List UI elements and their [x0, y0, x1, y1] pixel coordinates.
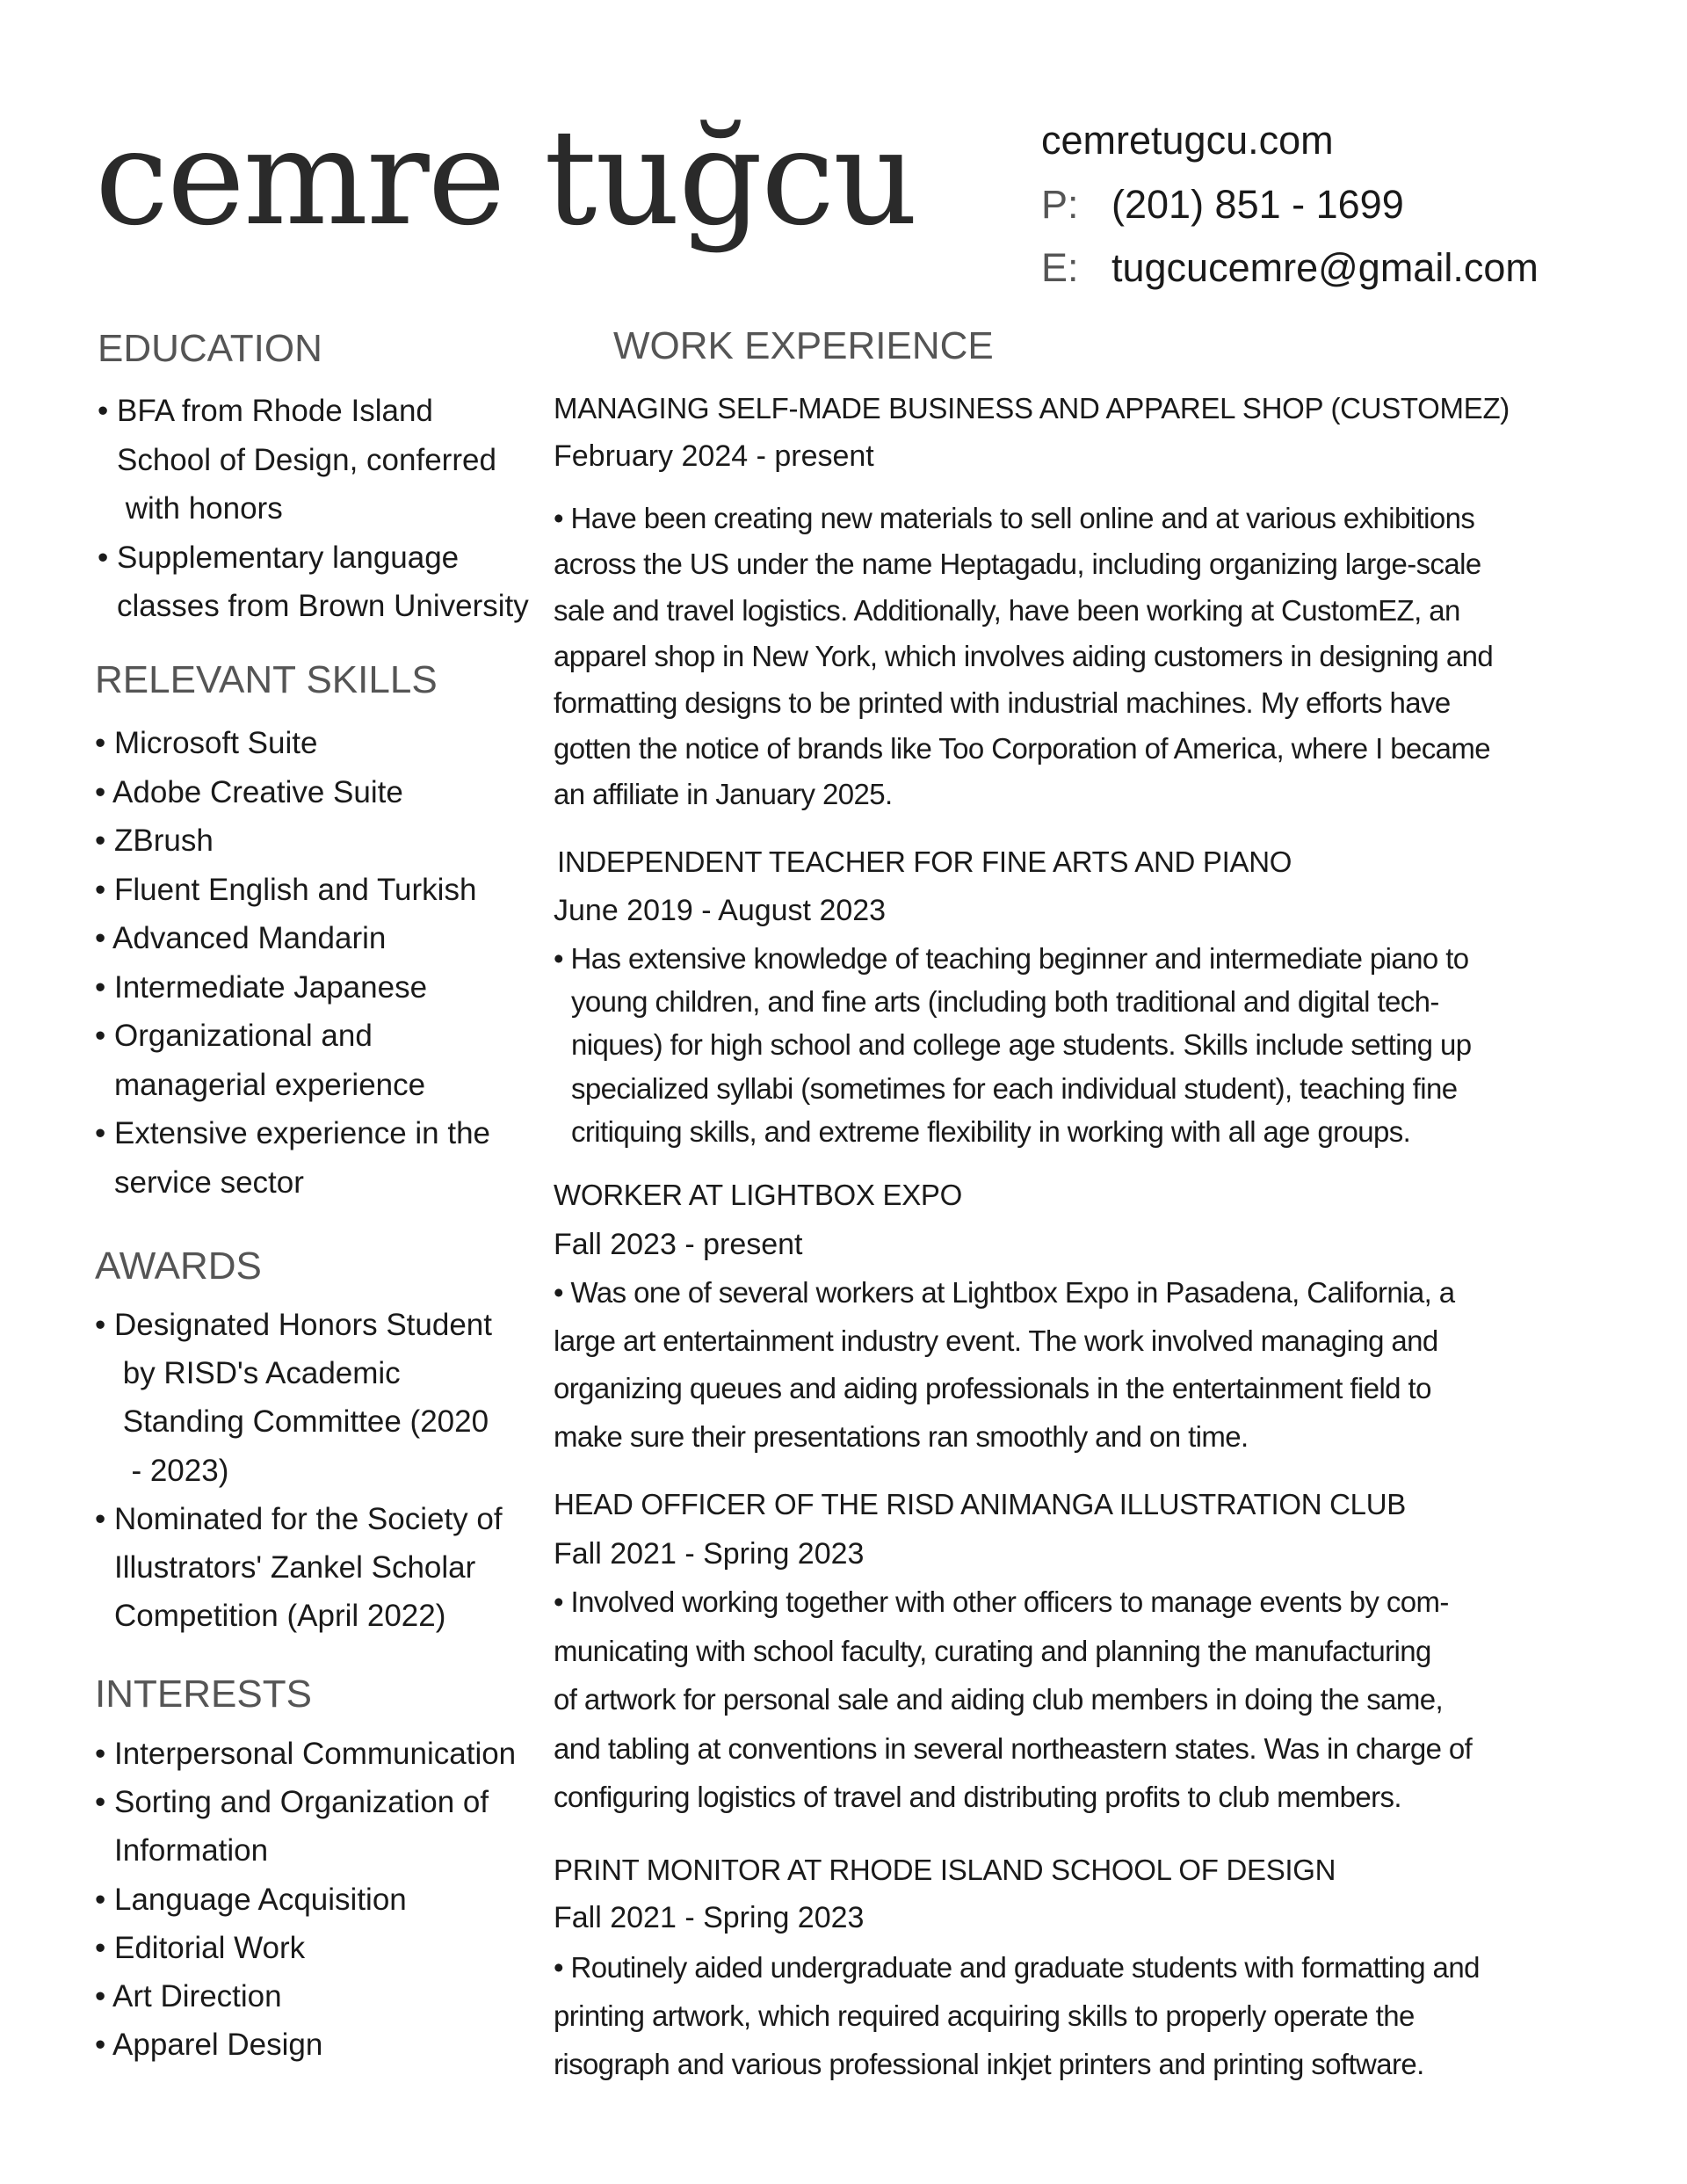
list-item: • Adobe Creative Suite: [95, 774, 403, 809]
list-item: • Advanced Mandarin: [95, 921, 387, 955]
list-item: • BFA from Rhode Island: [98, 394, 433, 428]
resume-name: cemre tuğcu: [95, 102, 916, 255]
job-title: INDEPENDENT TEACHER FOR FINE ARTS AND PIANO: [557, 845, 1292, 878]
job-description: [554, 937, 1472, 1153]
description-line: niques) for high school and college age students. Skills include setting up: [571, 1028, 1472, 1062]
education-heading: EDUCATION: [98, 327, 322, 370]
description-line: of artwork for personal sale and aiding club members in doing the same,: [554, 1683, 1444, 1716]
skills-heading: RELEVANT SKILLS: [95, 658, 438, 701]
description-line: make sure their presentations ran smoothly and on time.: [554, 1420, 1249, 1454]
description-line: across the US under the name Heptagadu, including organizing large-scale: [554, 548, 1481, 581]
list-item-continuation: Standing Committee (2020: [114, 1404, 489, 1440]
list-item-continuation: - 2023): [114, 1453, 229, 1488]
job-description: [554, 1578, 1472, 1822]
job-title: HEAD OFFICER OF THE RISD ANIMANGA ILLUSTRATION CLUB: [554, 1488, 1406, 1520]
list-item: • ZBrush: [95, 824, 214, 858]
education-list: [98, 387, 529, 631]
list-item: • Editorial Work: [95, 1930, 306, 1965]
description-line: and tabling at conventions in several northeastern states. Was in charge of: [554, 1731, 1473, 1765]
job-description: [554, 1269, 1455, 1462]
interests-list: [95, 1730, 516, 2069]
phone-number: (201) 851 - 1699: [1111, 182, 1404, 227]
job-description: [554, 496, 1493, 818]
list-item: • Designated Honors Student: [95, 1308, 492, 1342]
description-line: sale and travel logistics. Additionally, have been working at CustomEZ, an: [554, 593, 1460, 627]
list-item: • Supplementary language: [98, 540, 460, 575]
list-item: • Microsoft Suite: [95, 726, 318, 760]
description-line: • Has extensive knowledge of teaching beginner and intermediate piano to: [554, 942, 1469, 975]
list-item-continuation: by RISD's Academic: [114, 1356, 401, 1391]
description-line: apparel shop in New York, which involves aiding customers in designing and: [554, 640, 1494, 673]
description-line: specialized syllabi (sometimes for each individual student), teaching fine: [571, 1071, 1458, 1105]
description-line: critiquing skills, and extreme flexibility in working with all age groups.: [571, 1114, 1411, 1148]
list-item: • Nominated for the Society of: [95, 1501, 503, 1536]
job-dates: June 2019 - August 2023: [554, 894, 887, 927]
list-item: • Extensive experience in the: [95, 1116, 491, 1150]
list-item: • Intermediate Japanese: [95, 969, 428, 1005]
description-line: formatting designs to be printed with industrial machines. My efforts have: [554, 686, 1451, 719]
description-line: • Was one of several workers at Lightbox Expo in Pasadena, California, a: [554, 1276, 1455, 1309]
email-label: E:: [1041, 245, 1079, 290]
phone-label: P:: [1041, 182, 1079, 227]
job-title: PRINT MONITOR AT RHODE ISLAND SCHOOL OF DESIGN: [554, 1854, 1336, 1886]
description-line: • Involved working together with other officers to manage events by com-: [554, 1585, 1449, 1618]
description-line: risograph and various professional inkjet printers and printing software.: [554, 2048, 1424, 2080]
job-title: MANAGING SELF-MADE BUSINESS AND APPAREL SHOP (CUSTOMEZ): [554, 392, 1510, 424]
website-link[interactable]: cemretugcu.com: [1041, 118, 1334, 163]
description-line: • Routinely aided undergraduate and graduate students with formatting and: [554, 1951, 1480, 1984]
interests-heading: INTERESTS: [95, 1672, 312, 1716]
list-item-continuation: managerial experience: [114, 1067, 426, 1102]
email-address[interactable]: tugcucemre@gmail.com: [1111, 245, 1539, 290]
description-line: configuring logistics of travel and distributing profits to club members.: [554, 1781, 1402, 1813]
awards-heading: AWARDS: [95, 1244, 262, 1288]
list-item-continuation: service sector: [114, 1165, 304, 1200]
list-item-continuation: classes from Brown University: [117, 589, 529, 623]
list-item: • Language Acquisition: [95, 1882, 407, 1917]
list-item-continuation: School of Design, conferred: [117, 442, 496, 477]
description-line: printing artwork, which required acquiring skills to properly operate the: [554, 1999, 1415, 2032]
work-experience-heading: WORK EXPERIENCE: [613, 324, 994, 367]
description-line: municating with school faculty, curating and planning the manufacturing: [554, 1634, 1431, 1667]
job-dates: Fall 2021 - Spring 2023: [554, 1537, 865, 1571]
list-item: • Art Direction: [95, 1979, 282, 2014]
job-title: WORKER AT LIGHTBOX EXPO: [554, 1179, 962, 1211]
job-dates: Fall 2021 - Spring 2023: [554, 1901, 865, 1934]
list-item-continuation: Illustrators' Zankel Scholar: [114, 1550, 476, 1585]
list-item-continuation: Competition (April 2022): [114, 1599, 446, 1634]
description-line: organizing queues and aiding professionals in the entertainment field to: [554, 1372, 1431, 1405]
list-item: • Fluent English and Turkish: [95, 872, 477, 907]
email-line: [1041, 242, 1539, 294]
description-line: large art entertainment industry event. The work involved managing and: [554, 1324, 1438, 1357]
list-item: • Organizational and: [95, 1019, 373, 1053]
list-item: • Apparel Design: [95, 2028, 323, 2063]
description-line: • Have been creating new materials to sell online and at various exhibitions: [554, 502, 1475, 534]
job-dates: February 2024 - present: [554, 439, 874, 473]
description-line: gotten the notice of brands like Too Corporation of America, where I became: [554, 732, 1491, 765]
awards-list: [95, 1301, 503, 1640]
description-line: young children, and fine arts (including both traditional and digital tech-: [571, 985, 1439, 1019]
job-description: [554, 1943, 1480, 2088]
skills-list: [95, 719, 490, 1207]
job-dates: Fall 2023 - present: [554, 1228, 803, 1261]
description-line: an affiliate in January 2025.: [554, 778, 893, 811]
list-item: • Sorting and Organization of: [95, 1785, 489, 1820]
list-item-continuation: Information: [114, 1833, 269, 1868]
list-item: • Interpersonal Communication: [95, 1737, 517, 1771]
phone-line: [1041, 178, 1404, 231]
list-item-continuation: with honors: [117, 491, 283, 526]
